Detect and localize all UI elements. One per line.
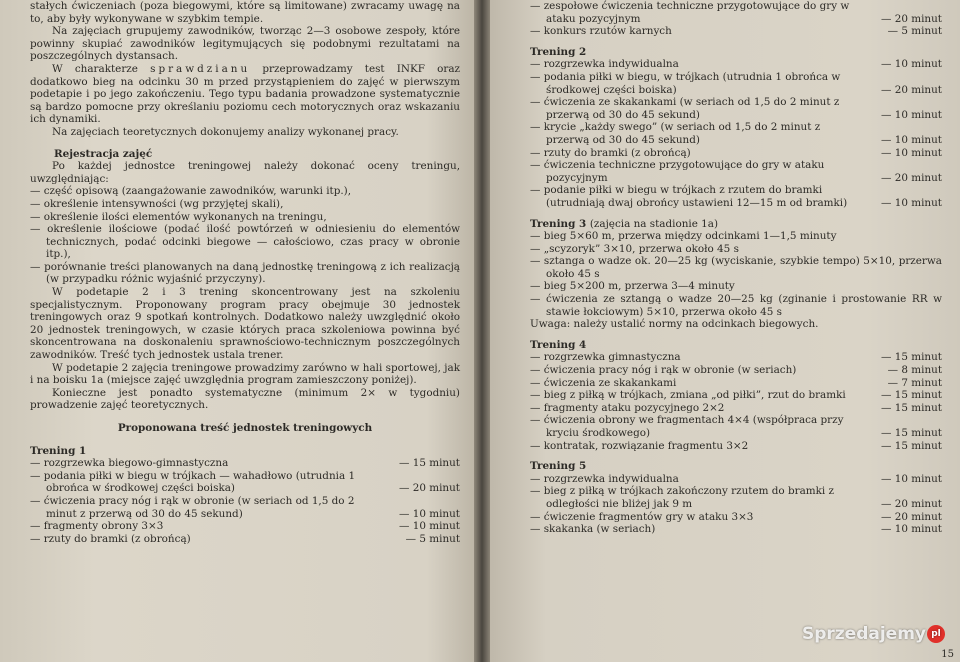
training-item: — ćwiczenia techniczne przygotowujące do gry w ataku pozycyjnym — 20 minut [530, 159, 942, 184]
list-item: — określenie intensywności (wg przyjętej skali), [30, 197, 284, 210]
training-2-title: Trening 2 [530, 45, 587, 58]
training-item: — bieg z piłką w trójkach, zmiana „od piłki”, rzut do bramki — 15 minut [530, 389, 942, 402]
paragraph: W podetapie 2 zajęcia treningowe prowadzimy zarówno w hali sportowej, jak i na boisku 1a (miejsce zajęć uwzględnia program zamieszczony poniżej). [30, 361, 460, 387]
paragraph: Po każdej jednostce treningowej należy dokonać oceny treningu, uwzględniając: [30, 160, 460, 185]
paragraph: Konieczne jest ponadto systematyczne (minimum 2× w tygodniu) prowadzenie zajęć teoretycznych. [30, 386, 460, 412]
watermark-logo: Sprzedajemy pl [802, 624, 946, 644]
training-item: — bieg z piłką w trójkach zakończony rzutem do bramki z odległości nie bliżej jak 9 m — 20 minut [530, 485, 942, 510]
list-item: — określenie ilości elementów wykonanych na treningu, [30, 210, 327, 223]
list-item: — określenie ilościowe (podać ilość powtórzeń w odniesieniu do elementów technicznych, podać odcinki biegowe — całościowo, czas pracy w obronie itp.), [30, 223, 460, 261]
training-item: — rozgrzewka gimnastyczna — 15 minut [530, 351, 942, 364]
watermark-badge-icon: pl [927, 625, 945, 643]
registration-list [30, 185, 460, 286]
training-item: — zespołowe ćwiczenia techniczne przygotowujące do gry w ataku pozycyjnym — 20 minut [530, 0, 942, 25]
training-item: — rozgrzewka indywidualna — 10 minut [530, 472, 942, 485]
training-item: — podania piłki w biegu w trójkach — wahadłowo (utrudnia 1 obrońca w środkowej części boiska) — 20 minut [30, 469, 460, 495]
training-1-title: Trening 1 [30, 444, 87, 457]
training-item: — rozgrzewka indywidualna — 10 minut [530, 58, 942, 71]
training-item: — ćwiczenie fragmentów gry w ataku 3×3 — 20 minut [530, 510, 942, 523]
section-heading-registration: Rejestracja zajęć [54, 147, 153, 160]
training-item: — „scyzoryk” 3×10, przerwa około 45 s [530, 242, 739, 255]
list-item: — część opisową (zaangażowanie zawodników, warunki itp.), [30, 185, 352, 198]
training-item: — konkurs rzutów karnych — 5 minut [530, 25, 942, 38]
right-page [490, 0, 960, 662]
paragraph-sprawdzian: W charakterze sprawdzianu przeprowadzamy test INKF oraz dodatkowo bieg na odcinku 30 m przed przystąpieniem do zajęć w pierwszym podetapie i po jego zakończeniu. Tego typu badania prowadzone systematycznie są bardzo pomocne przy określaniu poziomu cech motorycznych oraz wskazaniu ich dynamiki. [30, 62, 460, 126]
training-item: — bieg 5×200 m, przerwa 3—4 minuty [530, 280, 735, 293]
paragraph: stałych ćwiczeniach (poza biegowymi, które są limitowane) zwracamy uwagę na to, aby były wykonywane w szybkim tempie. [30, 0, 460, 25]
training-item: — sztanga o wadze ok. 20—25 kg (wyciskanie, szybkie tempo) 5×10, przerwa około 45 s [530, 255, 942, 280]
training-item: — podania piłki w biegu, w trójkach (utrudnia 1 obrońca w środkowej części boiska) — 20 minut [530, 70, 942, 96]
paragraph: Na zajęciach grupujemy zawodników, tworząc 2—3 osobowe zespoły, które powinny skupiać zawodników legitymujących się podobnymi rezultatami na poszczególnych dystansach. [30, 25, 460, 63]
list-item: — porównanie treści planowanych na daną jednostkę treningową z ich realizacją (w przypadku różnic wyjaśnić przyczyny). [30, 260, 460, 286]
paragraph: Na zajęciach teoretycznych dokonujemy analizy wykonanej pracy. [52, 125, 399, 138]
training-item: — ćwiczenia pracy nóg i rąk w obronie (w seriach od 1,5 do 2 minut z przerwą od 30 do 45 sekund) — 10 minut [30, 494, 460, 520]
training-item: — rzuty do bramki (z obrońcą) — 10 minut [530, 146, 942, 159]
training-note: Uwaga: należy ustalić normy na odcinkach biegowych. [530, 318, 819, 331]
training-item: — rozgrzewka biegowo-gimnastyczna — 15 minut [30, 457, 460, 470]
paragraph: W podetapie 2 i 3 trening skoncentrowany jest na szkoleniu specjalistycznym. Proponowany program pracy obejmuje 30 jednostek treningowych oraz 9 spotkań kontrolnych. Dodatkowo należy uwzględnić około 20 jednostek treningowych, w czasie których praca szkoleniowa powinna być skoncentrowana na doskonaleniu sprawnościowo-technicznym poszczególnych zawodników. Treść tych jednostek ustala trener. [30, 286, 460, 362]
training-item: — podanie piłki w biegu w trójkach z rzutem do bramki (utrudniają dwaj obrońcy ustawieni 12—15 m od bramki) — 10 minut [530, 184, 942, 209]
left-page [0, 0, 474, 662]
training-item: — ćwiczenia ze skakankami — 7 minut [530, 376, 942, 389]
training-item: — skakanka (w seriach) — 10 minut [530, 523, 942, 536]
training-5-title: Trening 5 [530, 460, 587, 473]
training-item: — kontratak, rozwiązanie fragmentu 3×2 — 15 minut [530, 439, 942, 452]
training-item: — ćwiczenia obrony we fragmentach 4×4 (współpraca przy kryciu środkowego) — 15 minut [530, 414, 942, 439]
training-item: — krycie „każdy swego” (w seriach od 1,5 do 2 minut z przerwą od 30 do 45 sekund) — 10 minut [530, 121, 942, 146]
training-item: — fragmenty ataku pozycyjnego 2×2 — 15 minut [530, 401, 942, 414]
training-item: — ćwiczenia ze skakankami (w seriach od 1,5 do 2 minut z przerwą od 30 do 45 sekund) — 10 minut [530, 96, 942, 121]
training-item: — rzuty do bramki (z obrońcą) — 5 minut [30, 532, 460, 545]
training-item: — fragmenty obrony 3×3 — 10 minut [30, 520, 460, 533]
training-4-title: Trening 4 [530, 338, 587, 351]
training-item: — ćwiczenia pracy nóg i rąk w obronie (w seriach) — 8 minut [530, 364, 942, 377]
training-item: — bieg 5×60 m, przerwa między odcinkami 1—1,5 minuty [530, 230, 837, 243]
book-gutter [474, 0, 490, 662]
training-3-title: Trening 3 (zajęcia na stadionie 1a) [530, 217, 719, 230]
page-number: 15 [941, 649, 954, 661]
training-item: — ćwiczenia ze sztangą o wadze 20—25 kg (zginanie i prostowanie RR w stawie łokciowym) 5×10, przerwa około 45 s [530, 293, 942, 318]
section-heading-proposed: Proponowana treść jednostek treningowych [117, 422, 373, 434]
